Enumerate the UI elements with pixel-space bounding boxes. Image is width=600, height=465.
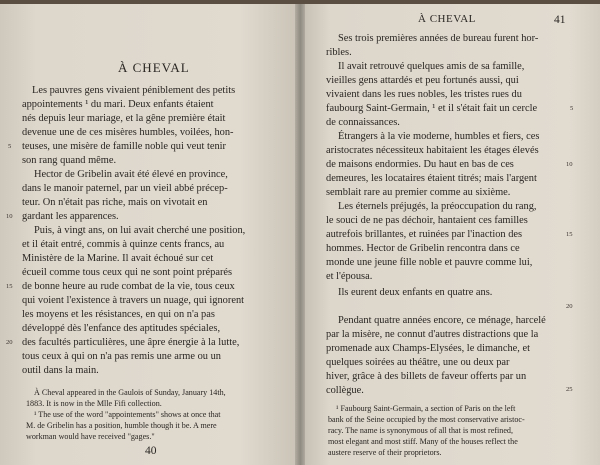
line-number: 5 — [8, 143, 12, 150]
text-line: Étrangers à la vie moderne, humbles et fiers, ces — [338, 131, 540, 142]
text-line: Les pauvres gens vivaient péniblement des petits — [32, 85, 236, 96]
text-line: promenade aux Champs-Elysées, le dimanche, et — [326, 343, 530, 354]
text-line: autrefois brillantes, et ruinées par l'inaction des — [326, 229, 523, 240]
text-line: des facultés particulières, une âpre énergie à la lutte, — [22, 337, 240, 348]
text-line: vivaient dans les rues nobles, les tristes rues du — [326, 89, 522, 100]
text-line: le souci de ne pas déchoir, hantaient ces familles — [326, 215, 528, 226]
footnote-line: ¹ The use of the word "appointements" shows at once that — [34, 410, 221, 419]
text-line: devenue une de ces misères humbles, voilées, hon- — [22, 127, 234, 138]
text-line: outil dans la main. — [22, 365, 99, 376]
line-number: 25 — [566, 386, 573, 393]
chapter-title: À CHEVAL — [118, 60, 190, 75]
text-line: teur. On n'était pas riche, mais on vivotait en — [22, 197, 208, 208]
line-number: 20 — [6, 339, 13, 346]
footnote-line: racy. The name is synonymous of all that is most refined, — [328, 426, 513, 435]
text-line: qui voient l'existence à travers un nuage, qui ignorent — [22, 295, 245, 306]
text-line: gardant les apparences. — [22, 211, 119, 222]
text-line: de bonne heure au rude combat de la vie, tous ceux — [22, 281, 235, 292]
text-line: collègue. — [326, 385, 364, 396]
footnote-line: À Cheval appeared in the Gaulois of Sunday, January 14th, — [34, 388, 226, 397]
footnote-line: workman would have received "gages." — [26, 432, 155, 441]
text-line: écueil comme tous ceux qui ne sont point préparés — [22, 267, 233, 278]
text-line: son rang quand même. — [22, 155, 117, 166]
footnote-line: ¹ Faubourg Saint-Germain, a section of Paris on the left — [336, 404, 516, 413]
line-number: 15 — [6, 283, 13, 290]
text-line: semblait rare au premier comme au sixième. — [326, 187, 511, 198]
text-line: et il était entré, commis à quinze cents francs, au — [22, 239, 225, 250]
text-line: Hector de Gribelin avait été élevé en province, — [34, 169, 228, 180]
line-number: 10 — [6, 213, 13, 220]
footnote-line: most elegant and most stiff. Many of the houses reflect the — [328, 437, 518, 446]
running-head: À CHEVAL — [418, 13, 476, 25]
line-number: 10 — [566, 161, 573, 168]
text-line: aristocrates nécessiteux habitaient les étages élevés — [326, 145, 539, 156]
text-line: hiver, grâce à des billets de faveur offerts par un — [326, 371, 527, 382]
page-number: 40 — [145, 445, 157, 457]
page-number: 41 — [554, 14, 566, 26]
text-line: les moyens et les résistances, en qui on n'a pas — [22, 309, 215, 320]
footnote-line: austere reserve of their proprietors. — [328, 448, 442, 457]
footnote-line: M. de Gribelin has a position, humble though it be. A mere — [26, 421, 217, 430]
text-line: hommes. Hector de Gribelin rencontra dans ce — [326, 243, 520, 254]
text-line: nés depuis leur mariage, et la gêne première était — [22, 113, 226, 124]
text-line: dans le manoir paternel, par un vieil abbé précep- — [22, 183, 228, 194]
text-line: demeures, les locataires étaient titrés; mais l'argent — [326, 173, 537, 184]
text-line: teuses, une misère de famille noble qui veut tenir — [22, 141, 226, 152]
text-line: faubourg Saint-Germain, ¹ et il s'était fait un cercle — [326, 103, 538, 114]
text-line: et l'épousa. — [326, 271, 373, 282]
text-line: quelques soirées au théâtre, une ou deux par — [326, 357, 510, 368]
footnote-line: 1883. It is now in the Mlle Fifi collection. — [26, 399, 162, 408]
text-line: Ses trois premières années de bureau furent hor- — [338, 33, 539, 44]
text-line: ribles. — [326, 47, 352, 58]
line-number: 5 — [570, 105, 574, 112]
text-line: vieilles gens attardés et peu fortunés aussi, qui — [326, 75, 519, 86]
text-line: par la misère, ne connut d'autres distractions que la — [326, 329, 539, 340]
text-line: monde une jeune fille noble et pauvre comme lui, — [326, 257, 533, 268]
line-number: 20 — [566, 303, 573, 310]
text-line: appointements ¹ du mari. Deux enfants étaient — [22, 99, 214, 110]
footnote-line: bank of the Seine occupied by the most conservative aristoc- — [328, 415, 525, 424]
text-line: Il avait retrouvé quelques amis de sa famille, — [338, 61, 525, 72]
left-page — [0, 4, 300, 465]
text-line: de maisons endormies. Du haut en bas de ces — [326, 159, 514, 170]
text-line: tous ceux à qui on n'a pas remis une arme ou un — [22, 351, 221, 362]
right-page — [300, 4, 600, 465]
text-line: de connaissances. — [326, 117, 400, 128]
text-line: Ministère de la Marine. Il avait échoué sur cet — [22, 253, 214, 264]
text-line: Pendant quatre années encore, ce ménage, harcelé — [338, 315, 546, 326]
text-line: développé dès l'enfance des aptitudes spéciales, — [22, 323, 221, 334]
text-line: Ils eurent deux enfants en quatre ans. — [338, 287, 493, 298]
line-number: 15 — [566, 231, 573, 238]
text-line: Puis, à vingt ans, on lui avait cherché une position, — [34, 225, 246, 236]
book-gutter — [295, 4, 305, 465]
text-line: Les éternels préjugés, la préoccupation du rang, — [338, 201, 537, 212]
